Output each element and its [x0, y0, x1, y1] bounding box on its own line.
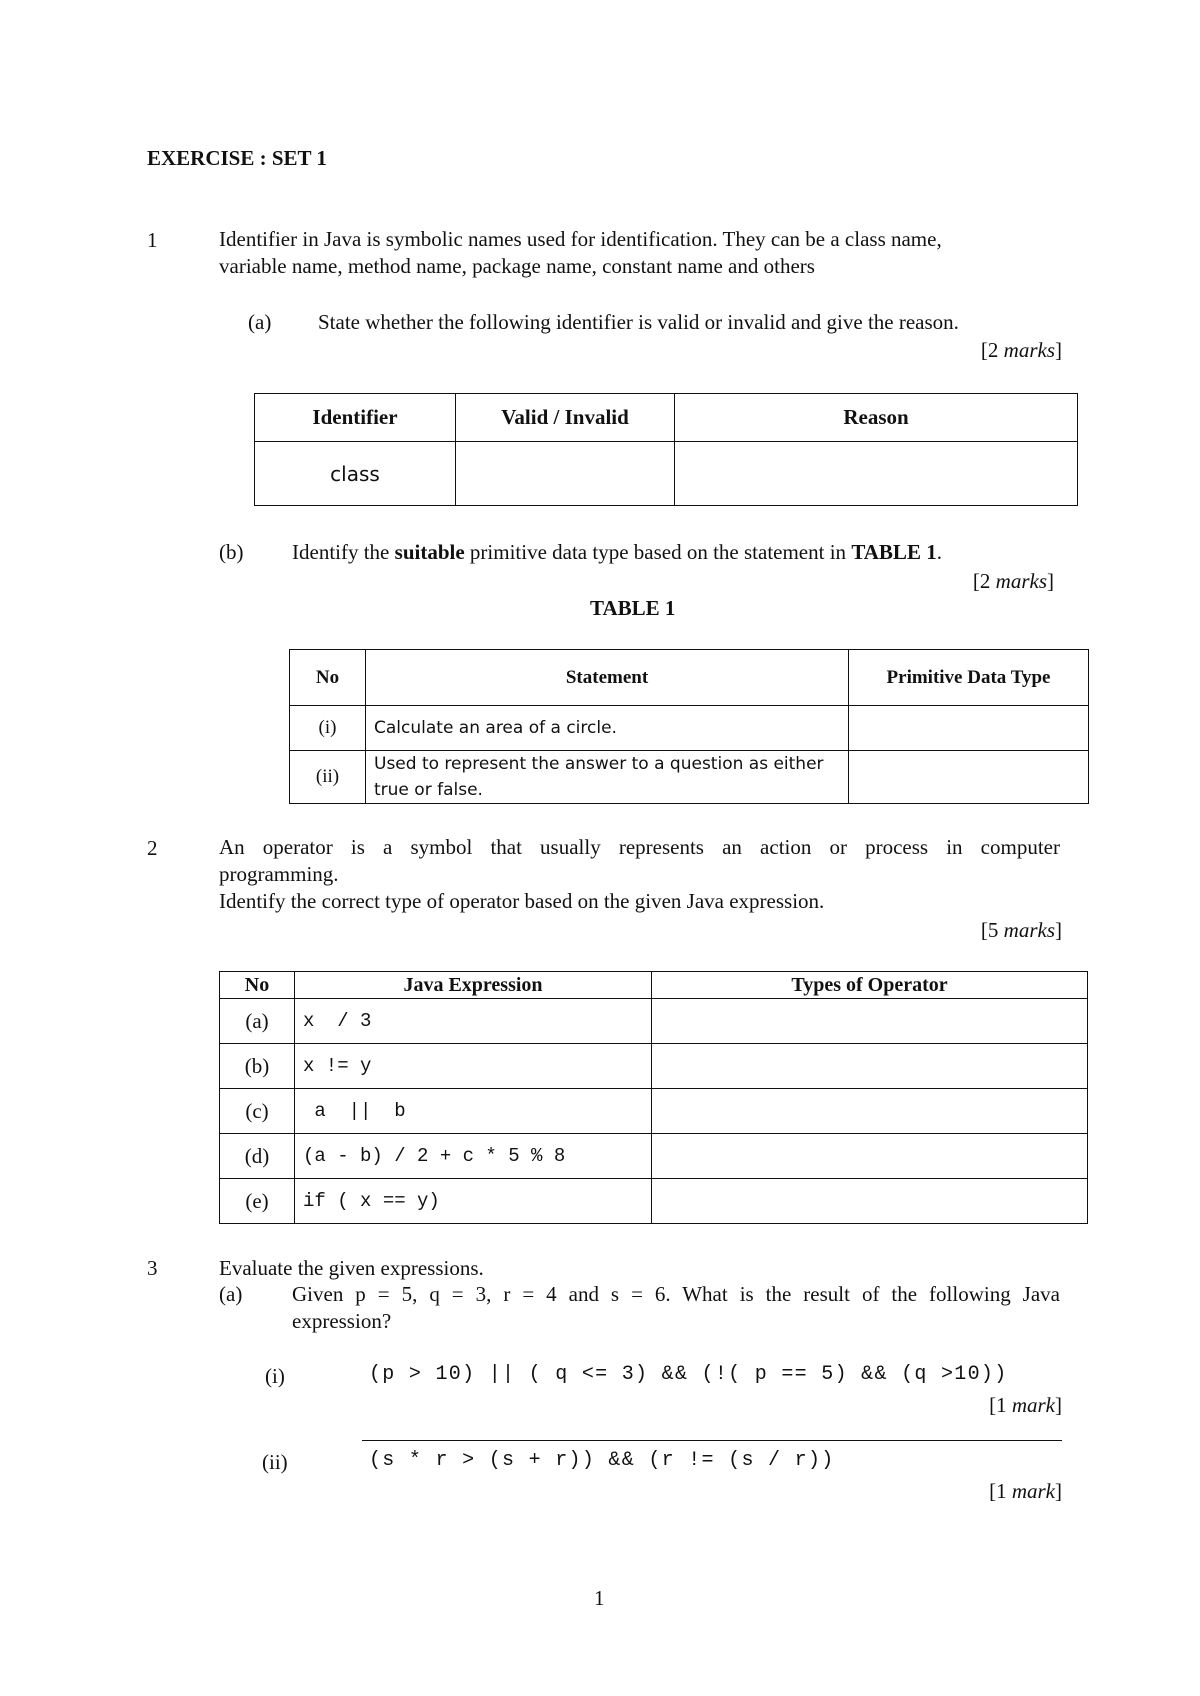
- primitive-type-cell[interactable]: [849, 706, 1089, 751]
- row-number: (a): [220, 999, 295, 1044]
- q1-intro-line1: Identifier in Java is symbolic names used for identification. They can be a class name,: [219, 227, 942, 251]
- col-header-valid-invalid: Valid / Invalid: [456, 394, 675, 442]
- row-number: (i): [290, 706, 366, 751]
- identifier-table-header-row: [255, 394, 1078, 442]
- identifier-table: [254, 393, 1078, 506]
- q3a-i-label: (i): [265, 1364, 285, 1388]
- marks-open: [2: [980, 338, 1004, 362]
- q3a-ii-expression: (s * r > (s + r)) && (r != (s / r)): [369, 1449, 835, 1472]
- statement-cell: [366, 751, 849, 804]
- operator-table: [219, 971, 1088, 1224]
- operator-type-cell[interactable]: [652, 1179, 1088, 1224]
- q1b-marks: [973, 569, 1054, 594]
- q3a-i-expression: (p > 10) || ( q <= 3) && (!( p == 5) && (q >10)): [369, 1363, 1008, 1386]
- marks-open: [5: [980, 918, 1004, 942]
- q3a-line1: Given p = 5, q = 3, r = 4 and s = 6. What is the result of the following Java: [292, 1282, 1060, 1306]
- q1b-text-bold: suitable: [394, 540, 465, 564]
- q3a-ii-marks: [989, 1479, 1062, 1504]
- q2-marks: [981, 918, 1062, 943]
- table-row: [290, 751, 1089, 804]
- exercise-heading: EXERCISE : SET 1: [147, 146, 327, 170]
- q1b-text-table-ref: TABLE 1: [851, 540, 937, 564]
- col-header-statement: Statement: [366, 650, 849, 706]
- table-row: [220, 1044, 1088, 1089]
- operator-type-cell[interactable]: [652, 1089, 1088, 1134]
- marks-word: marks: [995, 569, 1047, 593]
- row-number: (e): [220, 1179, 295, 1224]
- row-number: (c): [220, 1089, 295, 1134]
- q1a-marks: [981, 338, 1062, 363]
- q1a-text: State whether the following identifier is valid or invalid and give the reason.: [318, 310, 959, 334]
- reason-cell[interactable]: [675, 442, 1078, 506]
- col-header-java-expression: Java Expression: [295, 972, 652, 999]
- marks-close: ]: [1055, 918, 1062, 942]
- table-row: [220, 1179, 1088, 1224]
- marks-close: ]: [1055, 1393, 1062, 1417]
- marks-word: mark: [1011, 1479, 1055, 1503]
- marks-close: ]: [1055, 1479, 1062, 1503]
- java-expression-cell: if ( x == y): [295, 1179, 652, 1224]
- java-expression-cell: x != y: [295, 1044, 652, 1089]
- q2-number: 2: [147, 836, 158, 860]
- answer-line[interactable]: [362, 1440, 1062, 1441]
- marks-close: ]: [1047, 569, 1054, 593]
- q1b-label: (b): [219, 540, 244, 564]
- table1: [289, 649, 1089, 804]
- q3a-i-marks: [989, 1393, 1062, 1418]
- statement-cell: Calculate an area of a circle.: [366, 706, 849, 751]
- col-header-primitive-type: Primitive Data Type: [849, 650, 1089, 706]
- q1b-text-pre: Identify the: [292, 540, 395, 564]
- col-header-identifier: Identifier: [255, 394, 456, 442]
- table-row: [220, 999, 1088, 1044]
- operator-type-cell[interactable]: [652, 1134, 1088, 1179]
- marks-open: [2: [972, 569, 996, 593]
- q1-number: 1: [147, 228, 158, 252]
- table1-header-row: [290, 650, 1089, 706]
- q3a-text: [292, 1281, 1060, 1335]
- java-expression-cell: (a - b) / 2 + c * 5 % 8: [295, 1134, 652, 1179]
- table-row: [220, 1134, 1088, 1179]
- table-row: [220, 1089, 1088, 1134]
- q2-line3: Identify the correct type of operator based on the given Java expression.: [219, 889, 825, 913]
- q3-number: 3: [147, 1256, 158, 1280]
- q3a-ii-label: (ii): [262, 1450, 288, 1474]
- marks-close: ]: [1055, 338, 1062, 362]
- col-header-no: No: [290, 650, 366, 706]
- operator-type-cell[interactable]: [652, 1044, 1088, 1089]
- q1b-text-end: .: [936, 540, 942, 564]
- marks-open: [1: [989, 1479, 1012, 1503]
- table-row: [290, 706, 1089, 751]
- q1b-text-mid: primitive data type based on the statement in: [464, 540, 852, 564]
- page-number: 1: [594, 1586, 605, 1610]
- q3a-label: (a): [219, 1282, 243, 1306]
- q2-text: [219, 834, 1060, 915]
- operator-table-header-row: [220, 972, 1088, 999]
- row-number: (d): [220, 1134, 295, 1179]
- java-expression-cell: a || b: [295, 1089, 652, 1134]
- row-number: (ii): [290, 751, 366, 804]
- q2-line1: An operator is a symbol that usually represents an action or process in computer: [219, 835, 1060, 859]
- q1-intro-line2: variable name, method name, package name, constant name and others: [219, 254, 815, 278]
- col-header-no: No: [220, 972, 295, 999]
- q1b-text: [292, 540, 942, 565]
- valid-invalid-cell[interactable]: [456, 442, 675, 506]
- table1-caption: TABLE 1: [590, 596, 676, 620]
- col-header-reason: Reason: [675, 394, 1078, 442]
- marks-word: marks: [1003, 918, 1055, 942]
- q3-intro: Evaluate the given expressions.: [219, 1256, 484, 1280]
- row-number: (b): [220, 1044, 295, 1089]
- table-row: [255, 442, 1078, 506]
- q3a-line2: expression?: [292, 1309, 392, 1333]
- q1-intro: [219, 226, 942, 280]
- marks-word: mark: [1011, 1393, 1055, 1417]
- marks-word: marks: [1003, 338, 1055, 362]
- statement-line1: Used to represent the answer to a question as either: [374, 754, 824, 774]
- q1a-label: (a): [248, 310, 272, 334]
- marks-open: [1: [989, 1393, 1012, 1417]
- java-expression-cell: x / 3: [295, 999, 652, 1044]
- statement-line2: true or false.: [374, 780, 483, 800]
- col-header-types-of-operator: Types of Operator: [652, 972, 1088, 999]
- primitive-type-cell[interactable]: [849, 751, 1089, 804]
- identifier-cell: class: [255, 442, 456, 506]
- q2-line2: programming.: [219, 862, 339, 886]
- operator-type-cell[interactable]: [652, 999, 1088, 1044]
